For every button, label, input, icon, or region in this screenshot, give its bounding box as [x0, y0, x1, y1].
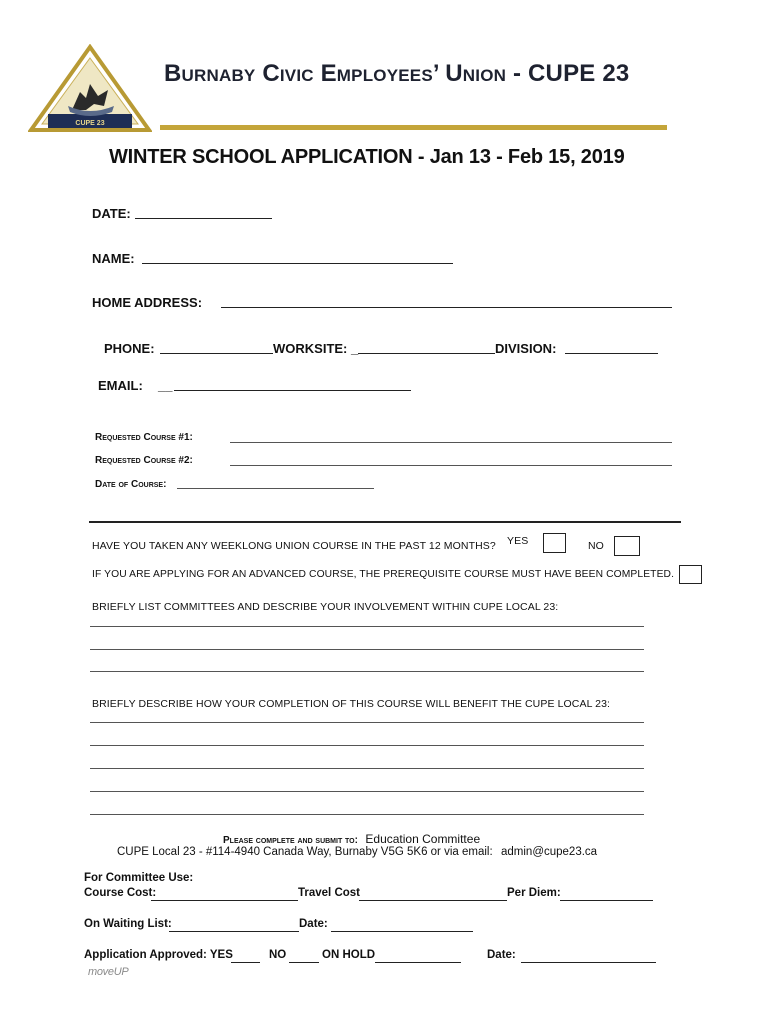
- committees-line-2[interactable]: [90, 649, 644, 650]
- submit-address: CUPE Local 23 - #114-4940 Canada Way, Burnaby V5G 5K6 or via email:: [117, 846, 493, 858]
- name-field[interactable]: [142, 263, 453, 264]
- course1-field[interactable]: [230, 442, 672, 443]
- waiting-list-field[interactable]: [169, 931, 299, 932]
- travel-cost-field[interactable]: [359, 900, 507, 901]
- no-label: NO: [588, 540, 604, 552]
- approved-yes-label: Application Approved: YES: [84, 949, 233, 961]
- division-label: DIVISION:: [495, 341, 557, 356]
- course2-label: Requested Course #2:: [95, 455, 193, 466]
- course1-label: Requested Course #1:: [95, 432, 193, 443]
- waiting-date-field[interactable]: [331, 931, 473, 932]
- division-field[interactable]: [565, 353, 658, 354]
- worksite-label: WORKSITE:: [273, 341, 348, 356]
- union-name-heading: Burnaby Civic Employees’ Union - CUPE 23: [164, 60, 630, 87]
- approved-no-field[interactable]: [289, 962, 319, 963]
- home-address-label: HOME ADDRESS:: [92, 295, 203, 310]
- phone-field[interactable]: [160, 353, 273, 354]
- submit-email[interactable]: admin@cupe23.ca: [501, 846, 598, 858]
- date-label: DATE:: [92, 206, 131, 221]
- name-label: NAME:: [92, 251, 135, 266]
- course-cost-field[interactable]: [151, 900, 298, 901]
- waiting-list-label: On Waiting List:: [84, 918, 172, 930]
- benefit-question: BRIEFLY DESCRIBE HOW YOUR COMPLETION OF THIS COURSE WILL BENEFIT THE CUPE LOCAL 23:: [92, 698, 611, 710]
- committee-use-heading: For Committee Use:: [84, 872, 194, 884]
- course-cost-label: Course Cost:: [84, 887, 157, 899]
- approved-no-label: NO: [269, 949, 287, 961]
- approved-date-label: Date:: [487, 949, 516, 961]
- union-logo: [28, 44, 152, 134]
- home-address-field[interactable]: [221, 307, 672, 308]
- email-label: EMAIL:: [98, 378, 143, 393]
- phone-label: PHONE:: [104, 341, 155, 356]
- per-diem-label: Per Diem:: [507, 887, 561, 899]
- worksite-field[interactable]: [358, 353, 495, 354]
- committees-question: BRIEFLY LIST COMMITTEES AND DESCRIBE YOUR INVOLVEMENT WITHIN CUPE LOCAL 23:: [92, 601, 559, 613]
- approved-date-field[interactable]: [521, 962, 656, 963]
- benefit-line-2[interactable]: [90, 745, 644, 746]
- date-of-course-field[interactable]: [177, 488, 374, 489]
- header-accent-rule: [160, 125, 667, 130]
- benefit-line-1[interactable]: [90, 722, 644, 723]
- date-field[interactable]: [135, 218, 272, 219]
- per-diem-field[interactable]: [560, 900, 653, 901]
- on-hold-field[interactable]: [375, 962, 461, 963]
- no-checkbox[interactable]: [614, 536, 640, 556]
- form-title: WINTER SCHOOL APPLICATION - Jan 13 - Feb 15, 2019: [109, 146, 625, 168]
- benefit-line-3[interactable]: [90, 768, 644, 769]
- benefit-line-4[interactable]: [90, 791, 644, 792]
- prerequisite-checkbox[interactable]: [679, 565, 702, 584]
- approved-yes-field[interactable]: [231, 962, 260, 963]
- submit-recipient: Education Committee: [365, 832, 481, 846]
- submit-instruction: Please complete and submit to:: [223, 835, 358, 846]
- committees-line-1[interactable]: [90, 626, 644, 627]
- benefit-line-5[interactable]: [90, 814, 644, 815]
- worksite-prefix: _: [351, 341, 359, 356]
- waiting-date-label: Date:: [299, 918, 328, 930]
- prerequisite-notice: IF YOU ARE APPLYING FOR AN ADVANCED COURSE, THE PREREQUISITE COURSE MUST HAVE BEEN COMPLETED.: [92, 569, 675, 580]
- committees-line-3[interactable]: [90, 671, 644, 672]
- travel-cost-label: Travel Cost: [298, 887, 360, 899]
- yes-checkbox[interactable]: [543, 533, 566, 553]
- yes-label: YES: [507, 535, 529, 547]
- course2-field[interactable]: [230, 465, 672, 466]
- date-of-course-label: Date of Course:: [95, 479, 167, 490]
- email-field[interactable]: [174, 390, 411, 391]
- email-prefix: __: [158, 378, 173, 393]
- moveup-logo: moveUP: [88, 966, 129, 978]
- logo-band-text: CUPE 23: [75, 120, 105, 127]
- weeklong-question: HAVE YOU TAKEN ANY WEEKLONG UNION COURSE IN THE PAST 12 MONTHS?: [92, 540, 496, 552]
- section-divider: [89, 521, 681, 523]
- on-hold-label: ON HOLD: [322, 949, 376, 961]
